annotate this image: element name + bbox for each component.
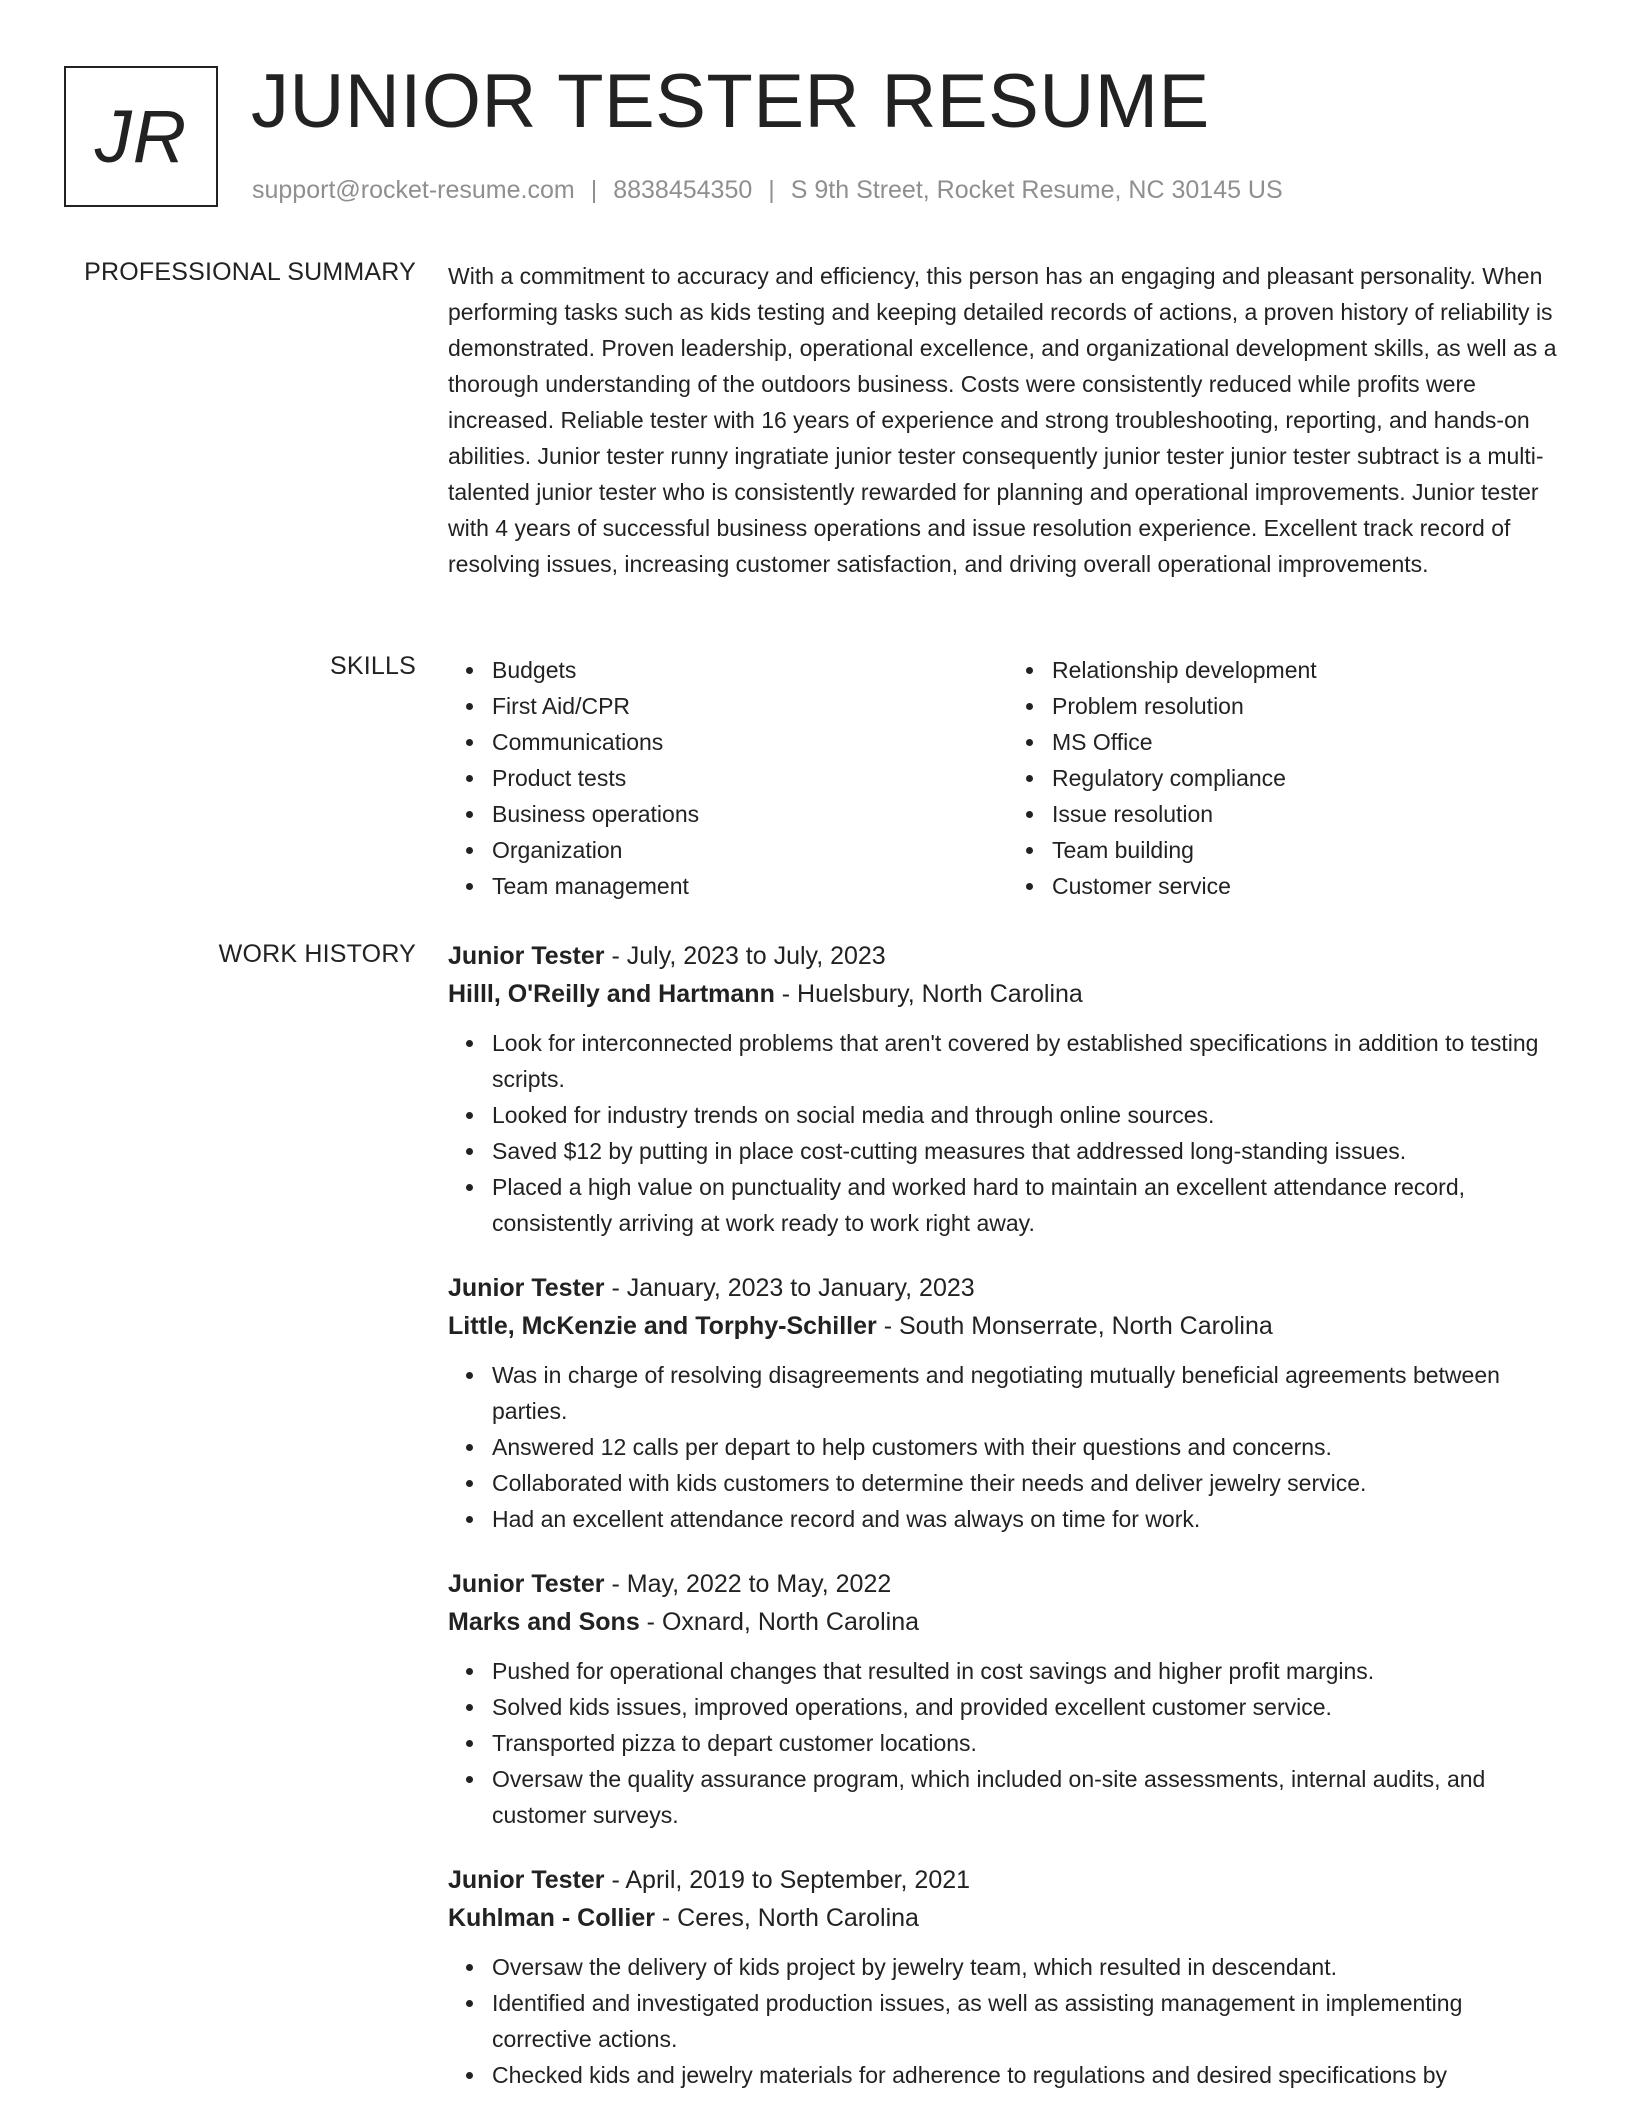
summary-section — [448, 258, 1568, 582]
skill-item: Relationship development — [1052, 652, 1568, 688]
summary-text: With a commitment to accuracy and efficiency, this person has an engaging and pleasant personality. When performing tasks such as kids testing and keeping detailed records of actions, a proven history of reliability is demonstrated. Proven leadership, operational excellence, and organizational development skills, as well as a thorough understanding of the outdoors business. Costs were consistently reduced while profits were increased. Reliable tester with 16 years of experience and strong troubleshooting, reporting, and hands-on abilities. Junior tester runny ingratiate junior tester consequently junior tester junior tester subtract is a multi-talented junior tester who is consistently rewarded for planning and operational improvements. Junior tester with 4 years of successful business operations and issue resolution experience. Excellent track record of resolving issues, increasing customer satisfaction, and driving overall operational improvements. — [448, 263, 1557, 577]
contact-address: S 9th Street, Rocket Resume, NC 30145 US — [790, 176, 1283, 204]
job-title: Junior Tester — [448, 942, 605, 970]
work-history-section — [448, 937, 1568, 2112]
job-title-line — [448, 1565, 1568, 1603]
job-entry — [448, 1565, 1568, 1833]
job-company-line — [448, 975, 1568, 1013]
job-title-line — [448, 937, 1568, 975]
job-bullet: Oversaw the delivery of kids project by jewelry team, which resulted in descendant. — [492, 1949, 1568, 1985]
job-bullets — [448, 1653, 1568, 1833]
contact-email: support@rocket-resume.com — [252, 176, 575, 204]
skill-item: Business operations — [492, 796, 1008, 832]
skill-item: Team building — [1052, 832, 1568, 868]
contact-phone: 8838454350 — [613, 176, 753, 204]
job-dates: - January, 2023 to January, 2023 — [604, 1274, 975, 1302]
skill-item: Team management — [492, 868, 1008, 904]
job-bullets — [448, 1357, 1568, 1537]
skill-item: Organization — [492, 832, 1008, 868]
job-bullet: Solved kids issues, improved operations, and provided excellent customer service. — [492, 1689, 1568, 1725]
job-bullet: Looked for industry trends on social media and through online sources. — [492, 1097, 1568, 1133]
job-bullets — [448, 1025, 1568, 1241]
skills-columns — [448, 652, 1568, 904]
summary-label: PROFESSIONAL SUMMARY — [84, 258, 416, 286]
job-bullet: Checked kids and jewelry materials for adherence to regulations and desired specifications by — [492, 2057, 1568, 2093]
job-location: - Huelsbury, North Carolina — [774, 980, 1083, 1008]
job-title: Junior Tester — [448, 1570, 605, 1598]
job-company-line — [448, 1899, 1568, 1937]
work-history-label: WORK HISTORY — [218, 940, 416, 968]
job-bullet: Collaborated with kids customers to determine their needs and deliver jewelry service. — [492, 1465, 1568, 1501]
job-company-line — [448, 1603, 1568, 1641]
job-title: Junior Tester — [448, 1274, 605, 1302]
job-title: Junior Tester — [448, 1866, 605, 1894]
job-dates: - July, 2023 to July, 2023 — [604, 942, 886, 970]
job-company-line — [448, 1307, 1568, 1345]
job-location: - Ceres, North Carolina — [654, 1904, 919, 1932]
contact-separator: | — [590, 176, 598, 204]
job-title-line — [448, 1269, 1568, 1307]
skill-item: First Aid/CPR — [492, 688, 1008, 724]
job-location: - Oxnard, North Carolina — [639, 1608, 920, 1636]
skill-item: Problem resolution — [1052, 688, 1568, 724]
skill-item: Budgets — [492, 652, 1008, 688]
job-bullets — [448, 1949, 1568, 2093]
job-bullet: Had an excellent attendance record and was always on time for work. — [492, 1501, 1568, 1537]
job-company: Hilll, O'Reilly and Hartmann — [448, 980, 775, 1008]
contact-line — [252, 176, 1283, 205]
skill-item: Communications — [492, 724, 1008, 760]
resume-title: JUNIOR TESTER RESUME — [251, 59, 1210, 144]
monogram-box — [64, 66, 218, 207]
skill-item: Customer service — [1052, 868, 1568, 904]
job-dates: - May, 2022 to May, 2022 — [604, 1570, 892, 1598]
job-bullet: Placed a high value on punctuality and worked hard to maintain an excellent attendance record, consistently arriving at work ready to work right away. — [492, 1169, 1568, 1241]
skill-item: Issue resolution — [1052, 796, 1568, 832]
skills-list-right — [1008, 652, 1568, 904]
job-bullet: Oversaw the quality assurance program, which included on-site assessments, internal audits, and customer surveys. — [492, 1761, 1568, 1833]
job-bullet: Transported pizza to depart customer locations. — [492, 1725, 1568, 1761]
monogram-initials: JR — [94, 95, 188, 178]
job-bullet: Saved $12 by putting in place cost-cutting measures that addressed long-standing issues. — [492, 1133, 1568, 1169]
skills-section — [448, 652, 1568, 904]
job-entry — [448, 1269, 1568, 1537]
skill-item: Product tests — [492, 760, 1008, 796]
job-company: Marks and Sons — [448, 1608, 640, 1636]
job-entry — [448, 937, 1568, 1241]
job-dates: - April, 2019 to September, 2021 — [604, 1866, 971, 1894]
job-title-line — [448, 1861, 1568, 1899]
job-location: - South Monserrate, North Carolina — [876, 1312, 1273, 1340]
job-bullet: Look for interconnected problems that aren't covered by established specifications in addition to testing scripts. — [492, 1025, 1568, 1097]
job-entry — [448, 1861, 1568, 2093]
skill-item: MS Office — [1052, 724, 1568, 760]
skills-list-left — [448, 652, 1008, 904]
skills-label: SKILLS — [330, 652, 416, 680]
skill-item: Regulatory compliance — [1052, 760, 1568, 796]
job-bullet: Identified and investigated production issues, as well as assisting management in implementing corrective actions. — [492, 1985, 1568, 2057]
job-bullet: Was in charge of resolving disagreements and negotiating mutually beneficial agreements between parties. — [492, 1357, 1568, 1429]
job-bullet: Pushed for operational changes that resulted in cost savings and higher profit margins. — [492, 1653, 1568, 1689]
job-bullet: Answered 12 calls per depart to help customers with their questions and concerns. — [492, 1429, 1568, 1465]
contact-separator: | — [768, 176, 775, 204]
job-company: Kuhlman - Collier — [448, 1904, 655, 1932]
job-company: Little, McKenzie and Torphy-Schiller — [448, 1312, 877, 1340]
